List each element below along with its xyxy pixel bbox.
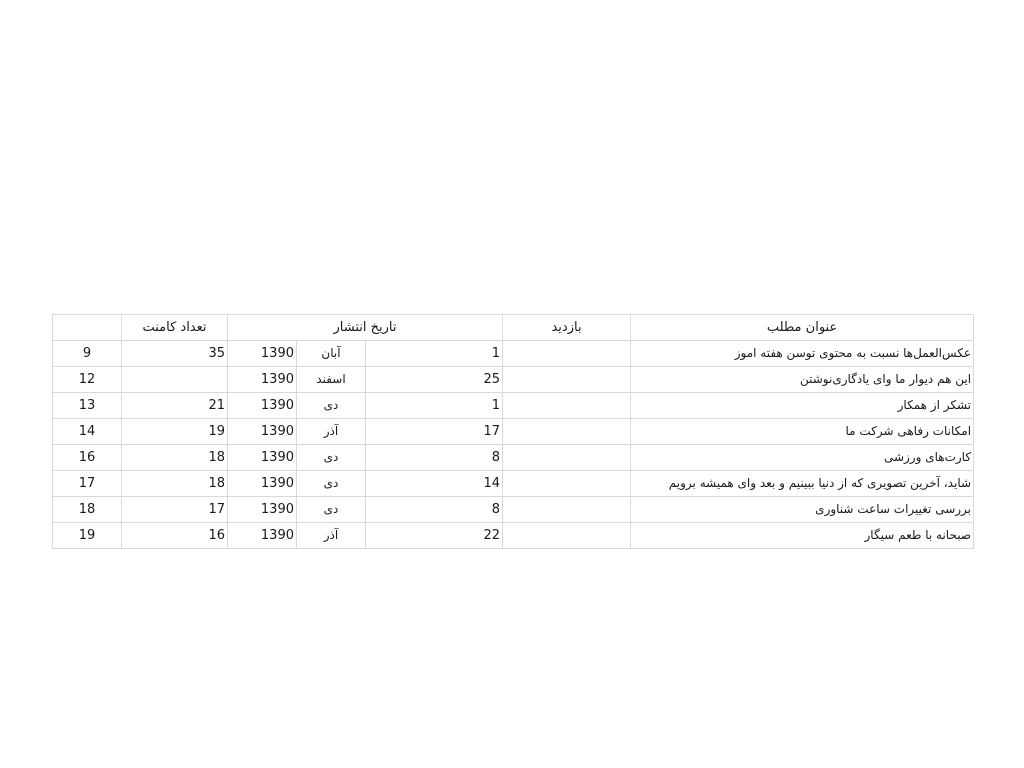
header-row <box>53 315 974 341</box>
table-row <box>53 445 974 471</box>
cell-year[interactable]: 1390 <box>228 523 297 549</box>
cell-index[interactable]: 13 <box>53 393 122 419</box>
cell-visits[interactable]: 1 <box>366 393 503 419</box>
cell-visits[interactable]: 22 <box>366 523 503 549</box>
cell-month[interactable]: آذر <box>297 523 366 549</box>
cell-title[interactable]: کارت‌های ورزشی <box>631 445 974 471</box>
posts-table <box>52 314 974 549</box>
header-cell-title[interactable]: عنوان مطلب <box>631 315 974 341</box>
cell-visits[interactable]: 8 <box>366 445 503 471</box>
table-row <box>53 341 974 367</box>
cell-comments[interactable]: 17 <box>122 497 228 523</box>
cell-empty[interactable] <box>503 445 631 471</box>
cell-month[interactable]: اسفند <box>297 367 366 393</box>
cell-empty[interactable] <box>503 471 631 497</box>
cell-month[interactable]: آذر <box>297 419 366 445</box>
cell-visits[interactable]: 1 <box>366 341 503 367</box>
cell-month[interactable]: دی <box>297 497 366 523</box>
cell-title[interactable]: عکس‌العمل‌ها نسبت به محتوی توسن هفته اموز <box>631 341 974 367</box>
cell-comments[interactable] <box>122 367 228 393</box>
cell-empty[interactable] <box>503 367 631 393</box>
table-row <box>53 523 974 549</box>
table-row <box>53 497 974 523</box>
cell-year[interactable]: 1390 <box>228 445 297 471</box>
header-cell-comments[interactable]: تعداد کامنت <box>122 315 228 341</box>
cell-year[interactable]: 1390 <box>228 341 297 367</box>
cell-year[interactable]: 1390 <box>228 393 297 419</box>
cell-index[interactable]: 9 <box>53 341 122 367</box>
spreadsheet-table-region <box>52 314 973 550</box>
cell-index[interactable]: 18 <box>53 497 122 523</box>
cell-index[interactable]: 17 <box>53 471 122 497</box>
cell-visits[interactable]: 8 <box>366 497 503 523</box>
cell-title[interactable]: صبحانه با طعم سیگار <box>631 523 974 549</box>
cell-title[interactable]: شاید، آخرین تصویری که از دنیا ببینیم و بعد وای همیشه برویم <box>631 471 974 497</box>
cell-empty[interactable] <box>503 497 631 523</box>
cell-comments[interactable]: 21 <box>122 393 228 419</box>
cell-month[interactable]: آبان <box>297 341 366 367</box>
table-row <box>53 393 974 419</box>
cell-visits[interactable]: 17 <box>366 419 503 445</box>
cell-month[interactable]: دی <box>297 445 366 471</box>
cell-year[interactable]: 1390 <box>228 419 297 445</box>
cell-empty[interactable] <box>503 419 631 445</box>
cell-month[interactable]: دی <box>297 393 366 419</box>
cell-index[interactable]: 19 <box>53 523 122 549</box>
cell-empty[interactable] <box>503 393 631 419</box>
cell-comments[interactable]: 18 <box>122 471 228 497</box>
cell-index[interactable]: 12 <box>53 367 122 393</box>
header-cell-index[interactable] <box>53 315 122 341</box>
cell-visits[interactable]: 14 <box>366 471 503 497</box>
cell-comments[interactable]: 16 <box>122 523 228 549</box>
cell-month[interactable]: دی <box>297 471 366 497</box>
cell-empty[interactable] <box>503 523 631 549</box>
cell-year[interactable]: 1390 <box>228 367 297 393</box>
table-row <box>53 367 974 393</box>
table-row <box>53 419 974 445</box>
header-cell-visits[interactable]: بازدید <box>503 315 631 341</box>
cell-year[interactable]: 1390 <box>228 497 297 523</box>
cell-comments[interactable]: 19 <box>122 419 228 445</box>
cell-year[interactable]: 1390 <box>228 471 297 497</box>
cell-title[interactable]: بررسی تغییرات ساعت شناوری <box>631 497 974 523</box>
cell-empty[interactable] <box>503 341 631 367</box>
cell-comments[interactable]: 35 <box>122 341 228 367</box>
cell-index[interactable]: 14 <box>53 419 122 445</box>
cell-title[interactable]: تشکر از همکار <box>631 393 974 419</box>
cell-index[interactable]: 16 <box>53 445 122 471</box>
header-cell-publish-date[interactable]: تاریخ انتشار <box>228 315 503 341</box>
table-row <box>53 471 974 497</box>
cell-comments[interactable]: 18 <box>122 445 228 471</box>
cell-title[interactable]: امکانات رفاهی شرکت ما <box>631 419 974 445</box>
cell-title[interactable]: این هم دیوار ما وای یادگاری‌نوشتن <box>631 367 974 393</box>
cell-visits[interactable]: 25 <box>366 367 503 393</box>
